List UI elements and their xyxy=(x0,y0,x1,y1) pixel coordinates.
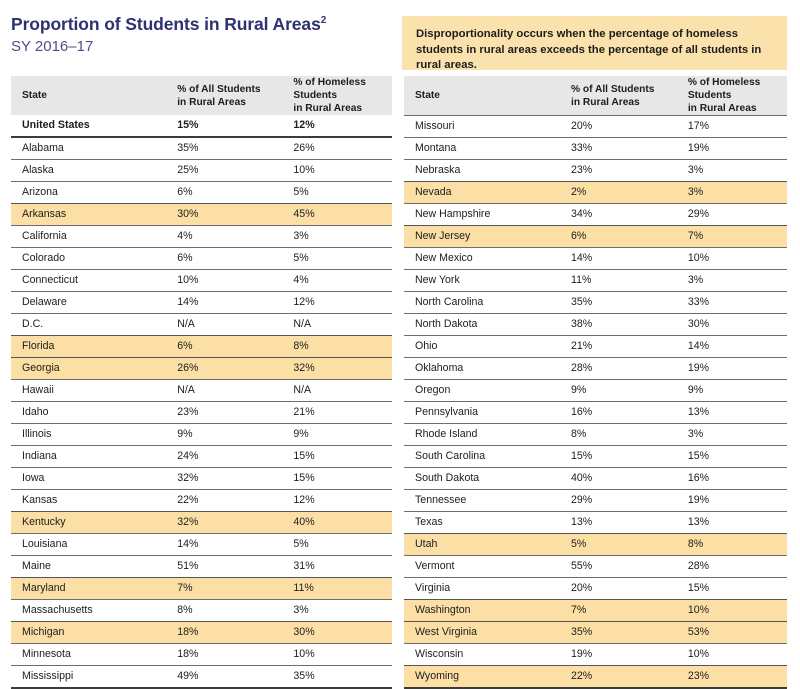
cell-all-students-pct: 55% xyxy=(561,556,678,578)
cell-all-students-pct: 14% xyxy=(167,292,283,314)
cell-homeless-students-pct: 12% xyxy=(283,292,392,314)
table-row xyxy=(11,292,392,314)
rural-areas-table-right xyxy=(404,76,787,689)
table-row xyxy=(11,248,392,270)
cell-homeless-students-pct: 15% xyxy=(283,446,392,468)
table-row xyxy=(404,666,787,689)
cell-state: D.C. xyxy=(11,314,167,336)
cell-homeless-students-pct: 53% xyxy=(678,622,787,644)
table-row xyxy=(404,226,787,248)
cell-all-students-pct: 22% xyxy=(561,666,678,689)
column-header-all-students xyxy=(561,76,678,116)
cell-homeless-students-pct: 15% xyxy=(678,578,787,600)
cell-all-students-pct: 13% xyxy=(561,512,678,534)
table-row xyxy=(404,160,787,182)
cell-state: California xyxy=(11,226,167,248)
cell-all-students-pct: 32% xyxy=(167,468,283,490)
cell-state: Hawaii xyxy=(11,380,167,402)
table-row xyxy=(404,578,787,600)
cell-homeless-students-pct: 9% xyxy=(678,380,787,402)
cell-all-students-pct: 6% xyxy=(167,248,283,270)
cell-state: Nebraska xyxy=(404,160,561,182)
cell-homeless-students-pct: 19% xyxy=(678,490,787,512)
cell-homeless-students-pct: 10% xyxy=(678,248,787,270)
cell-homeless-students-pct: 23% xyxy=(678,666,787,689)
cell-homeless-students-pct: 9% xyxy=(283,424,392,446)
table-row xyxy=(404,358,787,380)
cell-state: New York xyxy=(404,270,561,292)
cell-state: Virginia xyxy=(404,578,561,600)
cell-all-students-pct: 9% xyxy=(167,424,283,446)
cell-homeless-students-pct: 33% xyxy=(678,292,787,314)
cell-all-students-pct: 19% xyxy=(561,644,678,666)
table-row xyxy=(11,182,392,204)
cell-state: South Dakota xyxy=(404,468,561,490)
table-row xyxy=(11,380,392,402)
cell-homeless-students-pct: 13% xyxy=(678,402,787,424)
cell-state: New Hampshire xyxy=(404,204,561,226)
table-row xyxy=(11,644,392,666)
cell-all-students-pct: 40% xyxy=(561,468,678,490)
cell-all-students-pct: 30% xyxy=(167,204,283,226)
table-row xyxy=(404,380,787,402)
disproportionality-callout xyxy=(402,16,787,70)
cell-state: Missouri xyxy=(404,116,561,138)
cell-all-students-pct: 28% xyxy=(561,358,678,380)
column-header-homeless-students-line1: % of Homeless Students xyxy=(293,77,366,102)
column-header-state: State xyxy=(404,76,561,116)
cell-state: Montana xyxy=(404,138,561,160)
cell-all-students-pct: 34% xyxy=(561,204,678,226)
table-row xyxy=(404,468,787,490)
cell-state: Wyoming xyxy=(404,666,561,689)
table-row xyxy=(11,115,392,137)
table-row xyxy=(404,204,787,226)
table-header-row xyxy=(11,76,392,115)
cell-all-students-pct: 14% xyxy=(167,534,283,556)
table-row xyxy=(404,512,787,534)
table-row xyxy=(404,116,787,138)
cell-state: Michigan xyxy=(11,622,167,644)
table-row xyxy=(11,512,392,534)
cell-homeless-students-pct: 10% xyxy=(678,600,787,622)
column-header-homeless-students xyxy=(283,76,392,115)
cell-state: Rhode Island xyxy=(404,424,561,446)
cell-homeless-students-pct: 10% xyxy=(678,644,787,666)
cell-all-students-pct: 35% xyxy=(561,622,678,644)
cell-homeless-students-pct: 14% xyxy=(678,336,787,358)
cell-all-students-pct: N/A xyxy=(167,380,283,402)
table-row xyxy=(11,336,392,358)
cell-state: Wisconsin xyxy=(404,644,561,666)
cell-state: Florida xyxy=(11,336,167,358)
cell-state: Iowa xyxy=(11,468,167,490)
cell-all-students-pct: 15% xyxy=(177,119,199,132)
cell-all-students-pct: 23% xyxy=(561,160,678,182)
cell-all-students-pct: N/A xyxy=(167,314,283,336)
table-left-body xyxy=(11,115,392,688)
column-header-all-students xyxy=(167,76,283,115)
cell-state: Indiana xyxy=(11,446,167,468)
table-row xyxy=(11,446,392,468)
cell-all-students-pct: 26% xyxy=(167,358,283,380)
cell-homeless-students-pct: 13% xyxy=(678,512,787,534)
cell-homeless-students-pct: 10% xyxy=(283,160,392,182)
cell-homeless-students-pct: 17% xyxy=(678,116,787,138)
cell-state: Pennsylvania xyxy=(404,402,561,424)
cell-homeless-students-pct: N/A xyxy=(283,314,392,336)
column-header-all-students-line1: % of All Students xyxy=(177,83,261,95)
table-row xyxy=(11,534,392,556)
cell-all-students-pct: 35% xyxy=(561,292,678,314)
cell-all-students-pct: 35% xyxy=(167,137,283,160)
cell-homeless-students-pct: 8% xyxy=(283,336,392,358)
cell-homeless-students-pct: 32% xyxy=(283,358,392,380)
cell-state: Washington xyxy=(404,600,561,622)
cell-state: North Carolina xyxy=(404,292,561,314)
cell-all-students-pct: 20% xyxy=(561,116,678,138)
table-row xyxy=(404,138,787,160)
cell-all-students-pct: 8% xyxy=(561,424,678,446)
page-subtitle: SY 2016–17 xyxy=(11,38,94,56)
cell-homeless-students-pct: 7% xyxy=(678,226,787,248)
cell-state: Alabama xyxy=(11,137,167,160)
table-row xyxy=(404,622,787,644)
cell-state: Alaska xyxy=(11,160,167,182)
cell-state: Texas xyxy=(404,512,561,534)
cell-state: Maryland xyxy=(11,578,167,600)
column-header-homeless-students-line2: in Rural Areas xyxy=(293,103,363,115)
column-header-all-students-line2: in Rural Areas xyxy=(177,96,246,108)
page-title-text: Proportion of Students in Rural Areas xyxy=(11,14,321,34)
cell-state: Oregon xyxy=(404,380,561,402)
table-row xyxy=(404,600,787,622)
cell-all-students-pct: 14% xyxy=(561,248,678,270)
column-header-homeless-students-line1: % of Homeless Students xyxy=(687,77,761,102)
cell-state: Ohio xyxy=(404,336,561,358)
cell-state: New Jersey xyxy=(404,226,561,248)
page-title-footnote-marker: 2 xyxy=(320,15,327,27)
cell-all-students-pct: 4% xyxy=(167,226,283,248)
cell-homeless-students-pct: 40% xyxy=(283,512,392,534)
cell-state: Delaware xyxy=(11,292,167,314)
table-row xyxy=(11,160,392,182)
cell-all-students-pct: 24% xyxy=(167,446,283,468)
cell-all-students-pct: 6% xyxy=(167,182,283,204)
table-row xyxy=(11,556,392,578)
cell-homeless-students-pct: 11% xyxy=(283,578,392,600)
cell-homeless-students-pct: 4% xyxy=(283,270,392,292)
cell-homeless-students-pct: 35% xyxy=(283,666,392,689)
cell-state: Kansas xyxy=(11,490,167,512)
cell-state: United States xyxy=(22,119,90,132)
table-row xyxy=(11,314,392,336)
cell-all-students-pct: 8% xyxy=(167,600,283,622)
page-title xyxy=(11,14,391,34)
column-header-homeless-students-line2: in Rural Areas xyxy=(687,103,757,115)
cell-all-students-pct: 21% xyxy=(561,336,678,358)
cell-homeless-students-pct: 19% xyxy=(678,138,787,160)
table-row xyxy=(404,402,787,424)
table-row xyxy=(11,578,392,600)
cell-homeless-students-pct: 12% xyxy=(283,490,392,512)
cell-homeless-students-pct: 21% xyxy=(283,402,392,424)
cell-homeless-students-pct: 3% xyxy=(678,182,787,204)
cell-all-students-pct: 51% xyxy=(167,556,283,578)
column-header-all-students-line1: % of All Students xyxy=(571,83,655,95)
table-row xyxy=(11,270,392,292)
cell-state: Vermont xyxy=(404,556,561,578)
cell-homeless-students-pct: 3% xyxy=(678,270,787,292)
cell-all-students-pct: 5% xyxy=(561,534,678,556)
cell-all-students-pct: 25% xyxy=(167,160,283,182)
cell-state: Colorado xyxy=(11,248,167,270)
cell-state: Connecticut xyxy=(11,270,167,292)
cell-homeless-students-pct: 3% xyxy=(283,600,392,622)
table-row xyxy=(404,644,787,666)
column-header-all-students-line2: in Rural Areas xyxy=(571,96,640,108)
cell-state: Minnesota xyxy=(11,644,167,666)
cell-state: West Virginia xyxy=(404,622,561,644)
cell-state: Idaho xyxy=(11,402,167,424)
cell-state: Massachusetts xyxy=(11,600,167,622)
table-right-body xyxy=(404,116,787,689)
cell-homeless-students-pct: 15% xyxy=(283,468,392,490)
column-header-state: State xyxy=(11,76,167,115)
table-row xyxy=(11,204,392,226)
cell-all-students-pct: 7% xyxy=(167,578,283,600)
cell-homeless-students-pct: 8% xyxy=(678,534,787,556)
table-row xyxy=(404,534,787,556)
cell-all-students-pct: 6% xyxy=(167,336,283,358)
cell-homeless-students-pct: 28% xyxy=(678,556,787,578)
cell-all-students-pct: 2% xyxy=(561,182,678,204)
cell-state: Utah xyxy=(404,534,561,556)
cell-homeless-students-pct: 26% xyxy=(283,137,392,160)
cell-homeless-students-pct: 5% xyxy=(283,182,392,204)
table-row xyxy=(11,424,392,446)
cell-homeless-students-pct: N/A xyxy=(283,380,392,402)
cell-state: North Dakota xyxy=(404,314,561,336)
table-row xyxy=(404,248,787,270)
table-row xyxy=(404,270,787,292)
table-row xyxy=(11,402,392,424)
cell-all-students-pct: 6% xyxy=(561,226,678,248)
table-row xyxy=(404,490,787,512)
title-block xyxy=(11,14,391,55)
cell-all-students-pct: 11% xyxy=(561,270,678,292)
cell-state: Mississippi xyxy=(11,666,167,689)
cell-all-students-pct: 38% xyxy=(561,314,678,336)
rural-areas-table-left xyxy=(11,76,392,689)
table-row xyxy=(404,292,787,314)
cell-all-students-pct: 10% xyxy=(167,270,283,292)
cell-all-students-pct: 16% xyxy=(561,402,678,424)
cell-state: Maine xyxy=(11,556,167,578)
table-row xyxy=(11,622,392,644)
table-row xyxy=(404,336,787,358)
table-row xyxy=(11,226,392,248)
cell-homeless-students-pct: 3% xyxy=(678,160,787,182)
cell-all-students-pct: 15% xyxy=(561,446,678,468)
table-left-header xyxy=(11,76,392,115)
cell-all-students-pct: 20% xyxy=(561,578,678,600)
table-row xyxy=(11,490,392,512)
cell-homeless-students-pct: 31% xyxy=(283,556,392,578)
cell-state: Arkansas xyxy=(11,204,167,226)
cell-homeless-students-pct: 5% xyxy=(283,534,392,556)
cell-all-students-pct: 49% xyxy=(167,666,283,689)
table-row xyxy=(404,424,787,446)
cell-all-students-pct: 22% xyxy=(167,490,283,512)
table-row xyxy=(11,358,392,380)
table-right-header xyxy=(404,76,787,116)
cell-state: Kentucky xyxy=(11,512,167,534)
cell-all-students-pct: 18% xyxy=(167,622,283,644)
cell-all-students-pct: 33% xyxy=(561,138,678,160)
cell-all-students-pct: 18% xyxy=(167,644,283,666)
cell-state: Oklahoma xyxy=(404,358,561,380)
cell-homeless-students-pct: 45% xyxy=(283,204,392,226)
cell-all-students-pct: 23% xyxy=(167,402,283,424)
cell-state: Arizona xyxy=(11,182,167,204)
cell-homeless-students-pct: 3% xyxy=(678,424,787,446)
table-row xyxy=(404,314,787,336)
cell-state: Louisiana xyxy=(11,534,167,556)
table-row xyxy=(11,666,392,689)
cell-homeless-students-pct: 12% xyxy=(293,119,315,132)
cell-state: New Mexico xyxy=(404,248,561,270)
table-row xyxy=(11,600,392,622)
cell-homeless-students-pct: 15% xyxy=(678,446,787,468)
cell-homeless-students-pct: 30% xyxy=(678,314,787,336)
cell-all-students-pct: 29% xyxy=(561,490,678,512)
cell-state: Nevada xyxy=(404,182,561,204)
cell-homeless-students-pct: 16% xyxy=(678,468,787,490)
cell-homeless-students-pct: 10% xyxy=(283,644,392,666)
cell-homeless-students-pct: 29% xyxy=(678,204,787,226)
table-row xyxy=(404,446,787,468)
cell-homeless-students-pct: 19% xyxy=(678,358,787,380)
callout-text: Disproportionality occurs when the percentage of homeless students in rural areas exceeds the percentage of all students in rural areas. xyxy=(416,28,762,72)
table-row xyxy=(11,468,392,490)
table-row xyxy=(404,556,787,578)
cell-homeless-students-pct: 5% xyxy=(283,248,392,270)
cell-all-students-pct: 7% xyxy=(561,600,678,622)
table-row xyxy=(404,182,787,204)
cell-all-students-pct: 32% xyxy=(167,512,283,534)
cell-state: Tennessee xyxy=(404,490,561,512)
cell-state: Georgia xyxy=(11,358,167,380)
table-row xyxy=(11,137,392,160)
cell-all-students-pct: 9% xyxy=(561,380,678,402)
cell-state: South Carolina xyxy=(404,446,561,468)
cell-homeless-students-pct: 3% xyxy=(283,226,392,248)
table-header-row xyxy=(404,76,787,116)
cell-state: Illinois xyxy=(11,424,167,446)
cell-homeless-students-pct: 30% xyxy=(283,622,392,644)
column-header-homeless-students xyxy=(678,76,787,116)
